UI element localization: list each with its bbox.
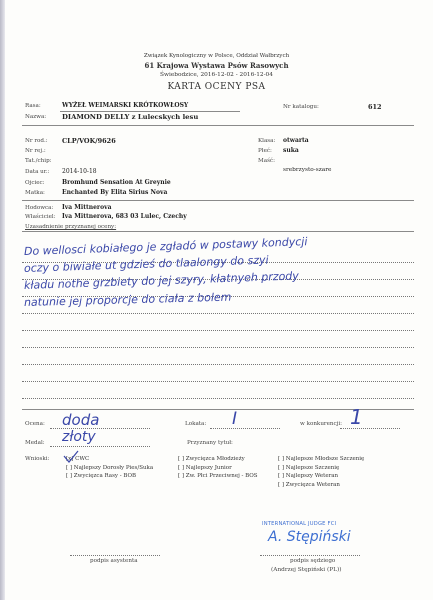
name-value: DIAMOND DELLY z Lulecskych lesu [62,113,199,121]
medal-label: Medal: [25,440,45,446]
owner-label: Właściciel: [25,214,56,220]
show-name: 61 Krajowa Wystawa Psów Rasowych [144,61,289,70]
wnioski-col2 [178,455,258,481]
dob-value: 2014-10-18 [62,168,97,175]
assistant-signature-line [70,555,160,556]
checkbox-najlepsze-szczenie[interactable] [278,464,364,473]
parents-rule [22,200,414,201]
wkonkurencji-label: w konkurencji: [300,421,343,427]
wkonkurencji-underline [340,428,400,429]
form-title: KARTA OCENY PSA [167,82,266,92]
lokata-value: I [232,409,238,429]
sire-value: Bromhund Sensation At Greynie [62,179,171,186]
sire-label: Ojciec: [25,180,45,186]
judge-name: (Andrzej Stępiński (PL)) [271,567,342,573]
pkr-value: CLP/VOK/9626 [62,137,116,145]
tat-label: Tat./chip: [25,158,52,164]
wnioski-col1 [66,455,153,481]
checkbox-label: Zwycięzca Weteran [285,481,340,488]
checkbox-label: Zwycięzca Młodzieży [185,456,245,462]
critique-handwriting-line: natunie jej proporcje do ciała z bolem [23,290,232,309]
color-value: srebrzysto-szare [283,167,332,173]
tytul-label: Przyznany tytuł: [187,440,233,446]
breeder-value: Iva Mittnerova [62,204,112,211]
checkbox-mark: [ ] [278,481,285,488]
ocena-value: doda [62,411,100,429]
checkbox-mark: [ ] [278,473,285,479]
color-label: Maść: [258,158,275,164]
ocena-label: Ocena: [25,421,45,427]
name-label: Nazwa: [25,114,47,120]
sex-label: Płeć: [258,148,272,154]
judge-stamp: INTERNATIONAL JUDGE FCI [262,521,337,527]
medal-value: złoty [62,429,96,445]
reg-label: Nr rej.: [25,148,46,154]
checkbox-zwyciezca-weteran[interactable] [278,481,364,490]
place-dates: Świebodzice, 2016-12-02 - 2016-12-04 [160,72,273,78]
critique-handwriting-line: Do wellosci kobiałego je zgładó w postawy kondycji [23,235,308,258]
critique-line [22,398,414,399]
breeder-label: Hodowca: [25,205,54,211]
checkbox-najlepszy-dorosly[interactable] [66,464,153,473]
owner-value: Iva Mittnerova, 683 03 Lulec, Czechy [62,213,187,220]
checkbox-mark: [ ] [66,464,73,471]
checkbox-bos[interactable] [178,472,258,481]
sex-value: suka [283,147,299,154]
checkbox-mark: [ ] [278,464,285,471]
checkbox-mark: [ ] [178,464,185,471]
checkbox-label: Najlepszy Dorosły Pies/Suka [73,464,154,471]
checkbox-label: Najlepszy Junior [185,464,232,471]
checkbox-label: Najlepszy Weteran [285,473,339,479]
critique-handwriting-line: oczy o biwiałe ut gdzieś do tlaalongy do szyi [23,253,269,275]
cwc-checkmark-icon [63,450,79,464]
checkbox-mark: [x] [66,456,74,462]
checkbox-najlepszy-junior[interactable] [178,464,258,473]
header-rule [22,125,414,126]
breed-underline [60,111,240,112]
assistant-label: podpis asystenta [90,558,138,564]
critique-line [22,330,414,331]
breed-label: Rasa: [25,103,41,109]
checkbox-cwc[interactable] [66,455,153,464]
checkbox-mark: [ ] [66,473,73,479]
pkr-label: Nr rod.: [25,138,48,144]
judge-signature-line [260,555,360,556]
checkbox-mark: [ ] [278,456,285,462]
class-label: Klasa: [258,138,276,144]
organizer-text: Związek Kynologiczny w Polsce, Oddział Wałbrzych [143,53,290,59]
catalog-label: Nr katalogu: [283,104,319,110]
checkbox-zwyciezca-rasy[interactable] [66,472,153,481]
checkbox-mark: [ ] [178,473,185,479]
critique-line [22,364,414,365]
breed-value: WYŻEŁ WEIMARSKI KRÓTKOWŁOSY [62,102,189,109]
judge-signature: A. Stępiński [268,529,351,545]
checkbox-najlepsze-mlodsze-szczenie[interactable] [278,455,364,464]
lokata-underline [210,428,280,429]
checkbox-mark: [ ] [178,456,185,462]
catalog-value: 612 [368,103,382,111]
critique-label: Uzasadnienie przyznanej oceny: [25,224,117,230]
dam-value: Enchanted By Elita Sirius Nova [62,189,168,196]
judge-label: podpis sędziego [290,558,336,564]
checkbox-zwyciezca-mlodziezy[interactable] [178,455,258,464]
critique-handwriting-line: kładu nothe grzbiety do jej szyry, kłatnyeh przody [23,269,300,292]
checkbox-label: Zwycięzca Rasy - BOB [73,473,137,479]
checkbox-najlepszy-weteran[interactable] [278,472,364,481]
medal-underline [50,446,150,447]
dam-label: Matka: [25,190,45,196]
checkbox-label: Zw. Płci Przeciwnej - BOS [185,473,258,479]
critique-line [22,347,414,348]
class-value: otwarta [283,137,309,144]
lokata-label: Lokata: [185,421,207,427]
checkbox-label: Najlepsze Młodsze Szczenię [285,456,365,462]
checkbox-label: CWC [75,456,90,462]
wnioski-label: Wnioski: [25,456,50,462]
checkbox-label: Najlepsze Szczenię [285,464,340,471]
wkonkurencji-value: 1 [350,405,363,429]
critique-line [22,313,414,314]
critique-top-rule [22,231,414,232]
dob-label: Data ur.: [25,169,50,175]
wnioski-col3 [278,455,364,489]
critique-line [22,381,414,382]
